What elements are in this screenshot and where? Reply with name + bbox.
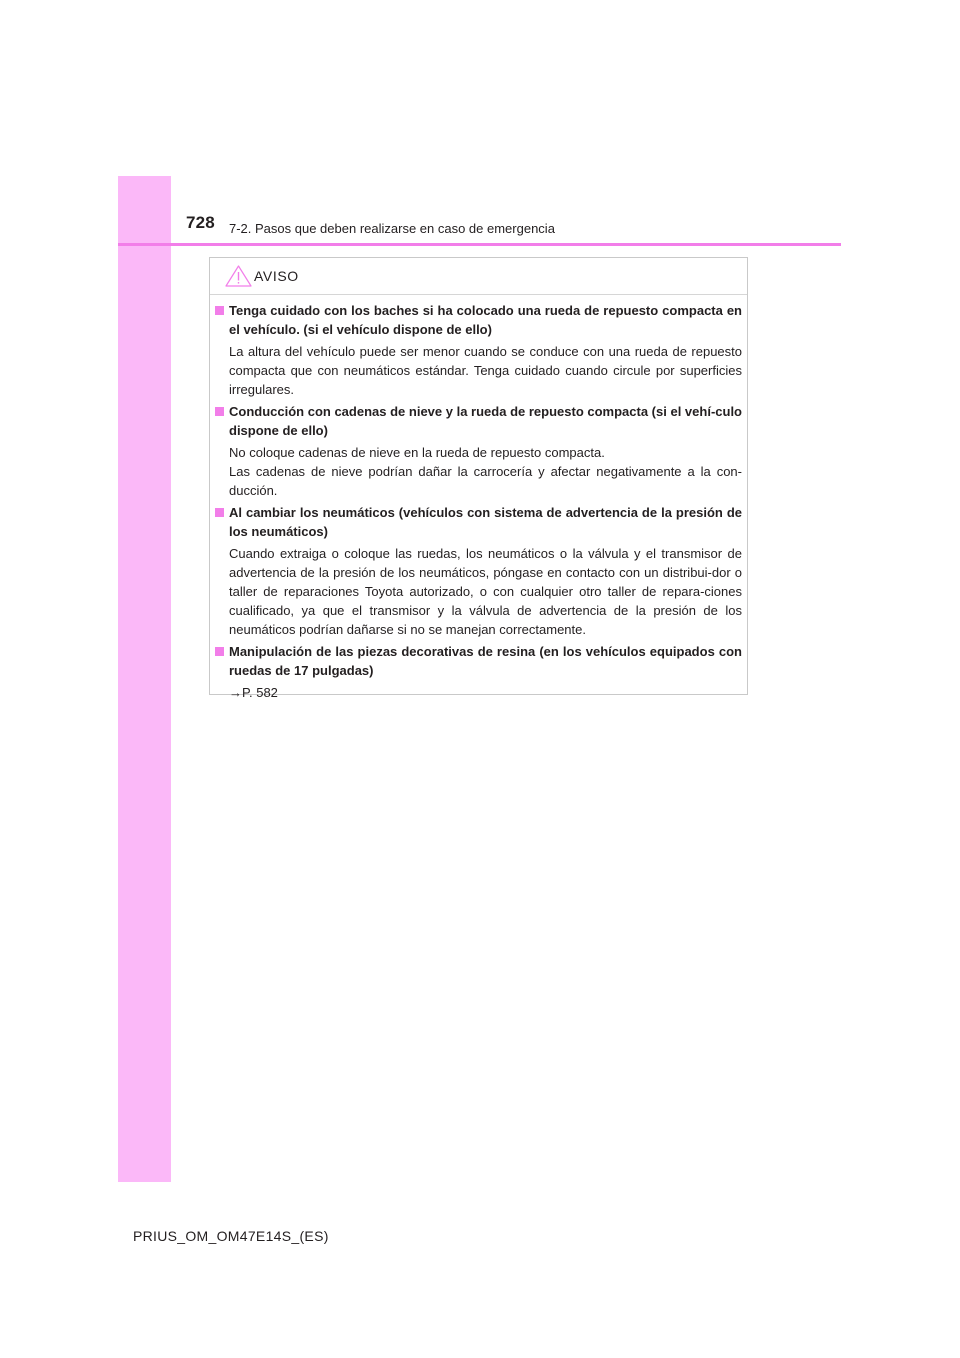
warning-items bbox=[214, 298, 742, 702]
document-code: PRIUS_OM_OM47E14S_(ES) bbox=[133, 1228, 329, 1244]
warning-header bbox=[225, 265, 299, 287]
item-body bbox=[214, 443, 742, 500]
item-title: Al cambiar los neumáticos (vehículos con sistema de advertencia de la presión de los neumáticos) bbox=[214, 503, 742, 541]
item-paragraph: La altura del vehículo puede ser menor cuando se conduce con una rueda de repuesto compacta que con neumáticos estándar. Tenga cuidado cuando circule por superficies irregulares. bbox=[229, 344, 742, 397]
warning-item bbox=[214, 402, 742, 500]
page-reference-link[interactable]: →P. 582 bbox=[229, 685, 278, 700]
warning-item bbox=[214, 301, 742, 399]
warning-label: AVISO bbox=[254, 268, 299, 284]
warning-triangle-icon bbox=[225, 265, 252, 287]
page-number: 728 bbox=[186, 213, 215, 232]
square-bullet-icon bbox=[215, 647, 224, 656]
warning-divider bbox=[210, 294, 747, 295]
side-color-band bbox=[118, 176, 171, 1182]
item-paragraph: Las cadenas de nieve podrían dañar la carrocería y afectar negativamente a la con-ducción. bbox=[229, 464, 742, 498]
header-rule bbox=[118, 243, 841, 246]
warning-item bbox=[214, 642, 742, 702]
square-bullet-icon bbox=[215, 306, 224, 315]
item-body bbox=[214, 342, 742, 399]
item-title: Conducción con cadenas de nieve y la rueda de repuesto compacta (si el vehí-culo dispone de ello) bbox=[214, 402, 742, 440]
item-title: Manipulación de las piezas decorativas de resina (en los vehículos equipados con ruedas de 17 pulgadas) bbox=[214, 642, 742, 680]
warning-box bbox=[209, 257, 748, 700]
square-bullet-icon bbox=[215, 508, 224, 517]
item-body bbox=[214, 683, 742, 702]
item-paragraph: Cuando extraiga o coloque las ruedas, los neumáticos o la válvula y el transmisor de advertencia de la presión de los neumáticos, póngase en contacto con un distribui-dor o taller de reparaciones Toyota autorizado, o con cualquier otro taller de repara-ciones cualificado, ya que el transmisor y la válvula de advertencia de la presión de los neumáticos podrían dañarse si no se manejan correctamente. bbox=[229, 546, 742, 637]
item-title: Tenga cuidado con los baches si ha colocado una rueda de repuesto compacta en el vehículo. (si el vehículo dispone de ello) bbox=[214, 301, 742, 339]
item-body bbox=[214, 544, 742, 639]
item-paragraph: No coloque cadenas de nieve en la rueda de repuesto compacta. bbox=[229, 445, 605, 460]
warning-item bbox=[214, 503, 742, 639]
section-title: 7-2. Pasos que deben realizarse en caso de emergencia bbox=[229, 221, 555, 236]
square-bullet-icon bbox=[215, 407, 224, 416]
